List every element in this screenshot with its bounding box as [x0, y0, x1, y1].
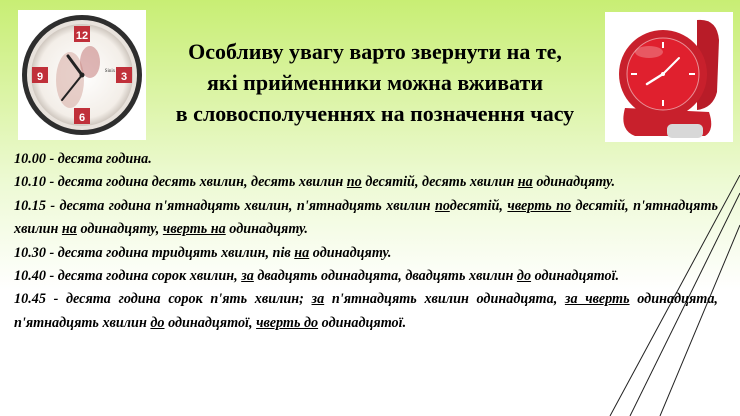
preposition-underlined: чверть до — [256, 314, 319, 331]
clock-number-12: 12 — [75, 30, 89, 42]
text-segment: одинадцята, п'ятнадцять хвилин — [14, 291, 718, 331]
text-segment: 10.40 - десята година сорок хвилин, — [14, 268, 242, 285]
time-line — [14, 148, 718, 171]
preposition-underlined: на — [294, 244, 310, 261]
slide-title — [150, 36, 600, 129]
text-segment: 10.30 - десята година тридцять хвилин, пів — [14, 244, 295, 261]
time-line — [14, 288, 718, 335]
text-segment: 10.45 - десята година сорок п'ять хвилин; — [14, 291, 312, 308]
text-segment: 10.00 - десята година. — [14, 151, 152, 167]
preposition-underlined: до — [150, 314, 165, 331]
text-segment: п'ятнадцять хвилин одинадцята, — [324, 291, 565, 308]
wristwatch-image — [605, 12, 733, 142]
clock-number-6: 6 — [78, 112, 86, 124]
text-segment: 10.10 - десята година десять хвилин, десять хвилин — [14, 174, 347, 191]
preposition-underlined: по — [434, 197, 450, 214]
text-segment: одинадцятої. — [531, 268, 620, 285]
time-expressions-text — [14, 148, 718, 335]
preposition-underlined: чверть на — [162, 221, 226, 238]
preposition-underlined: за — [241, 268, 254, 285]
time-line — [14, 265, 718, 288]
clock-number-3: 3 — [120, 71, 128, 83]
text-segment: десятій, — [449, 197, 508, 214]
text-segment: двадцять одинадцята, двадцять хвилин — [253, 268, 517, 285]
preposition-underlined: за — [311, 291, 325, 308]
time-line — [14, 171, 718, 194]
preposition-underlined: по — [346, 174, 362, 191]
wristwatch-icon — [605, 12, 733, 142]
preposition-underlined: на — [61, 221, 77, 238]
wall-clock-icon — [18, 10, 146, 140]
title-line-3: в словосполученнях на позначення часу — [175, 101, 575, 126]
clock-number-9: 9 — [36, 71, 44, 83]
time-line — [14, 242, 718, 265]
text-segment: одинадцяту. — [225, 221, 308, 238]
text-segment: одинадцяту, — [76, 221, 163, 238]
text-segment: одинадцяту. — [309, 244, 392, 261]
text-segment: одинадцяту. — [532, 174, 615, 191]
time-line — [14, 195, 718, 242]
text-segment: десятій, десять хвилин — [361, 174, 518, 191]
preposition-underlined: до — [516, 268, 532, 285]
preposition-underlined: чверть по — [507, 197, 572, 214]
preposition-underlined: за чверть — [564, 291, 630, 308]
text-segment: одинадцятої. — [318, 314, 407, 331]
text-segment: 10.15 - десята година п'ятнадцять хвилин, п'ятнадцять хвилин — [14, 197, 435, 214]
text-segment: одинадцятої, — [164, 314, 257, 331]
text-segment: десятій, п'ятнадцять хвилин — [14, 197, 719, 238]
title-line-2: які прийменники можна вживати — [206, 70, 544, 95]
clock-brand: Sinix — [104, 69, 116, 74]
preposition-underlined: на — [517, 174, 533, 191]
wall-clock-image — [18, 10, 146, 140]
title-line-1: Особливу увагу варто звернути на те, — [188, 39, 562, 64]
